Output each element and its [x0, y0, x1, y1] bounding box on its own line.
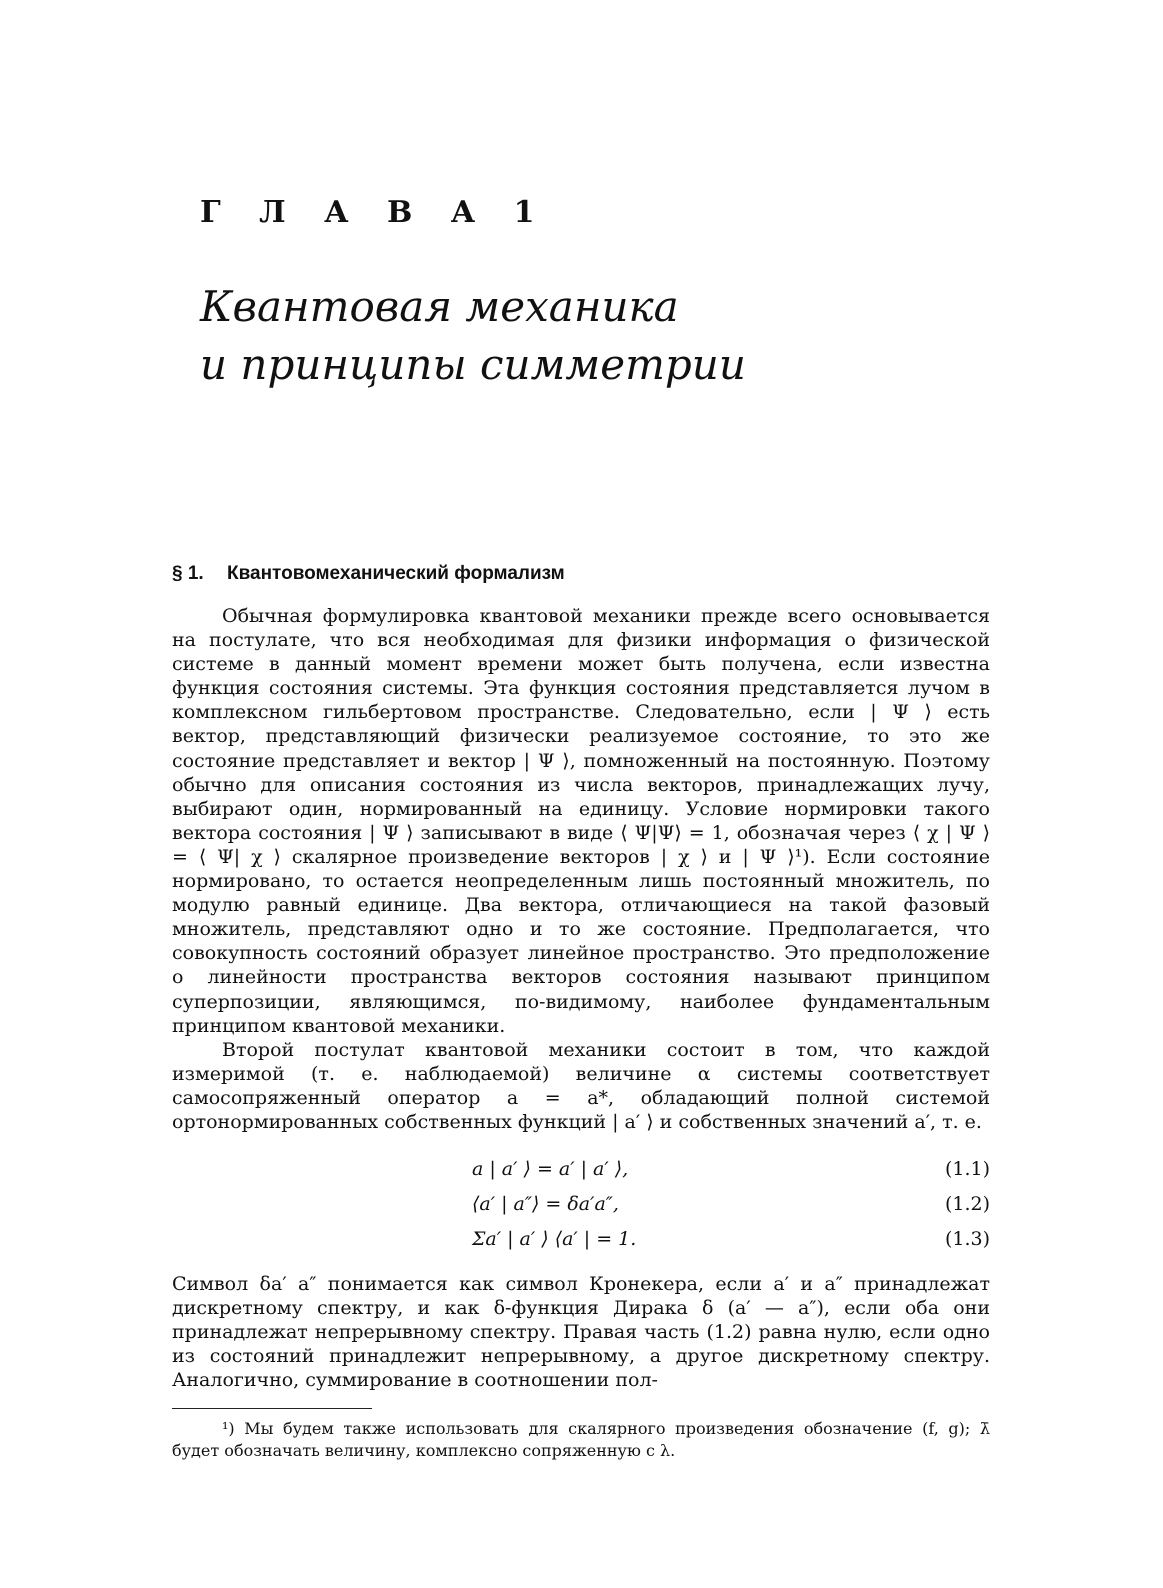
equation-number: (1.2) — [944, 1193, 990, 1215]
equation-expression: ⟨a′ | a″⟩ = δa′a″, — [472, 1193, 619, 1215]
section-symbol: § 1. — [172, 563, 204, 584]
equation-number: (1.1) — [944, 1158, 990, 1180]
chapter-label: Г Л А В А 1 — [200, 195, 549, 230]
equation-row — [172, 1158, 990, 1193]
paragraph-3: Символ δa′ a″ понимается как символ Кронекера, если a′ и a″ принадлежат дискретному спектру, и как δ-функция Дирака δ (a′ — a″), если оба они принадлежат непрерывному спектру. Правая часть (1.2) равна нулю, если одно из состояний принадлежит непрерывному, а другое дискретному спектру. Аналогично, суммирование в соотношении пол- — [172, 1273, 990, 1392]
chapter-title-line1: Квантовая механика — [200, 282, 679, 331]
equation-row — [172, 1193, 990, 1228]
chapter-title — [200, 278, 746, 394]
footnote — [172, 1418, 990, 1462]
section-heading — [172, 563, 565, 585]
equation-row — [172, 1228, 990, 1263]
chapter-title-line2: и принципы симметрии — [200, 340, 746, 389]
paragraph-2: Второй постулат квантовой механики состоит в том, что каждой измеримой (т. е. наблюдаемой) величине α системы соответствует самосопряженный оператор a = a*, обладающий полной системой ортонормированных собственных функций | a′ ⟩ и собственных значений a′, т. е. — [172, 1038, 990, 1133]
body-text — [172, 604, 990, 1134]
post-equation-text — [172, 1272, 990, 1392]
footnote-divider — [172, 1408, 372, 1409]
equation-block — [172, 1158, 990, 1263]
section-title: Квантовомеханический формализм — [226, 563, 565, 584]
paragraph-1: Обычная формулировка квантовой механики прежде всего основывается на постулате, что вся необходимая для физики информация о физической системе в данный момент времени может быть получена, если известна функция состояния системы. Эта функция состояния представляется лучом в комплексном гильбертовом пространстве. Следовательно, если | Ψ ⟩ есть вектор, представляющий физически реализуемое состояние, то это же состояние представляет и вектор | Ψ ⟩, помноженный на постоянную. Поэтому обычно для описания состояния из числа векторов, принадлежащих лучу, выбирают один, нормированный на единицу. Условие нормировки такого вектора состояния | Ψ ⟩ записывают в виде ⟨ Ψ|Ψ⟩ = 1, обозначая через ⟨ χ | Ψ ⟩ = ⟨ Ψ| χ ⟩ скалярное произведение векторов | χ ⟩ и | Ψ ⟩¹). Если состояние нормировано, то остается неопределенным лишь постоянный множитель, по модулю равный единице. Два вектора, отличающиеся на такой фазовый множитель, представляют одно и то же состояние. Предполагается, что совокупность состояний образует линейное пространство. Это предположение о линейности пространства векторов состояния называют принципом суперпозиции, являющимся, по-видимому, наиболее фундаментальным принципом квантовой механики. — [172, 605, 990, 1037]
equation-number: (1.3) — [944, 1228, 990, 1250]
equation-expression: a | a′ ⟩ = a′ | a′ ⟩, — [472, 1158, 629, 1180]
footnote-text: ¹) Мы будем также использовать для скалярного произведения обозначение (f, g); λ̄ будет обозначать величину, комплексно сопряженную с λ. — [172, 1419, 990, 1460]
equation-expression: Σa′ | a′ ⟩ ⟨a′ | = 1. — [472, 1228, 637, 1250]
